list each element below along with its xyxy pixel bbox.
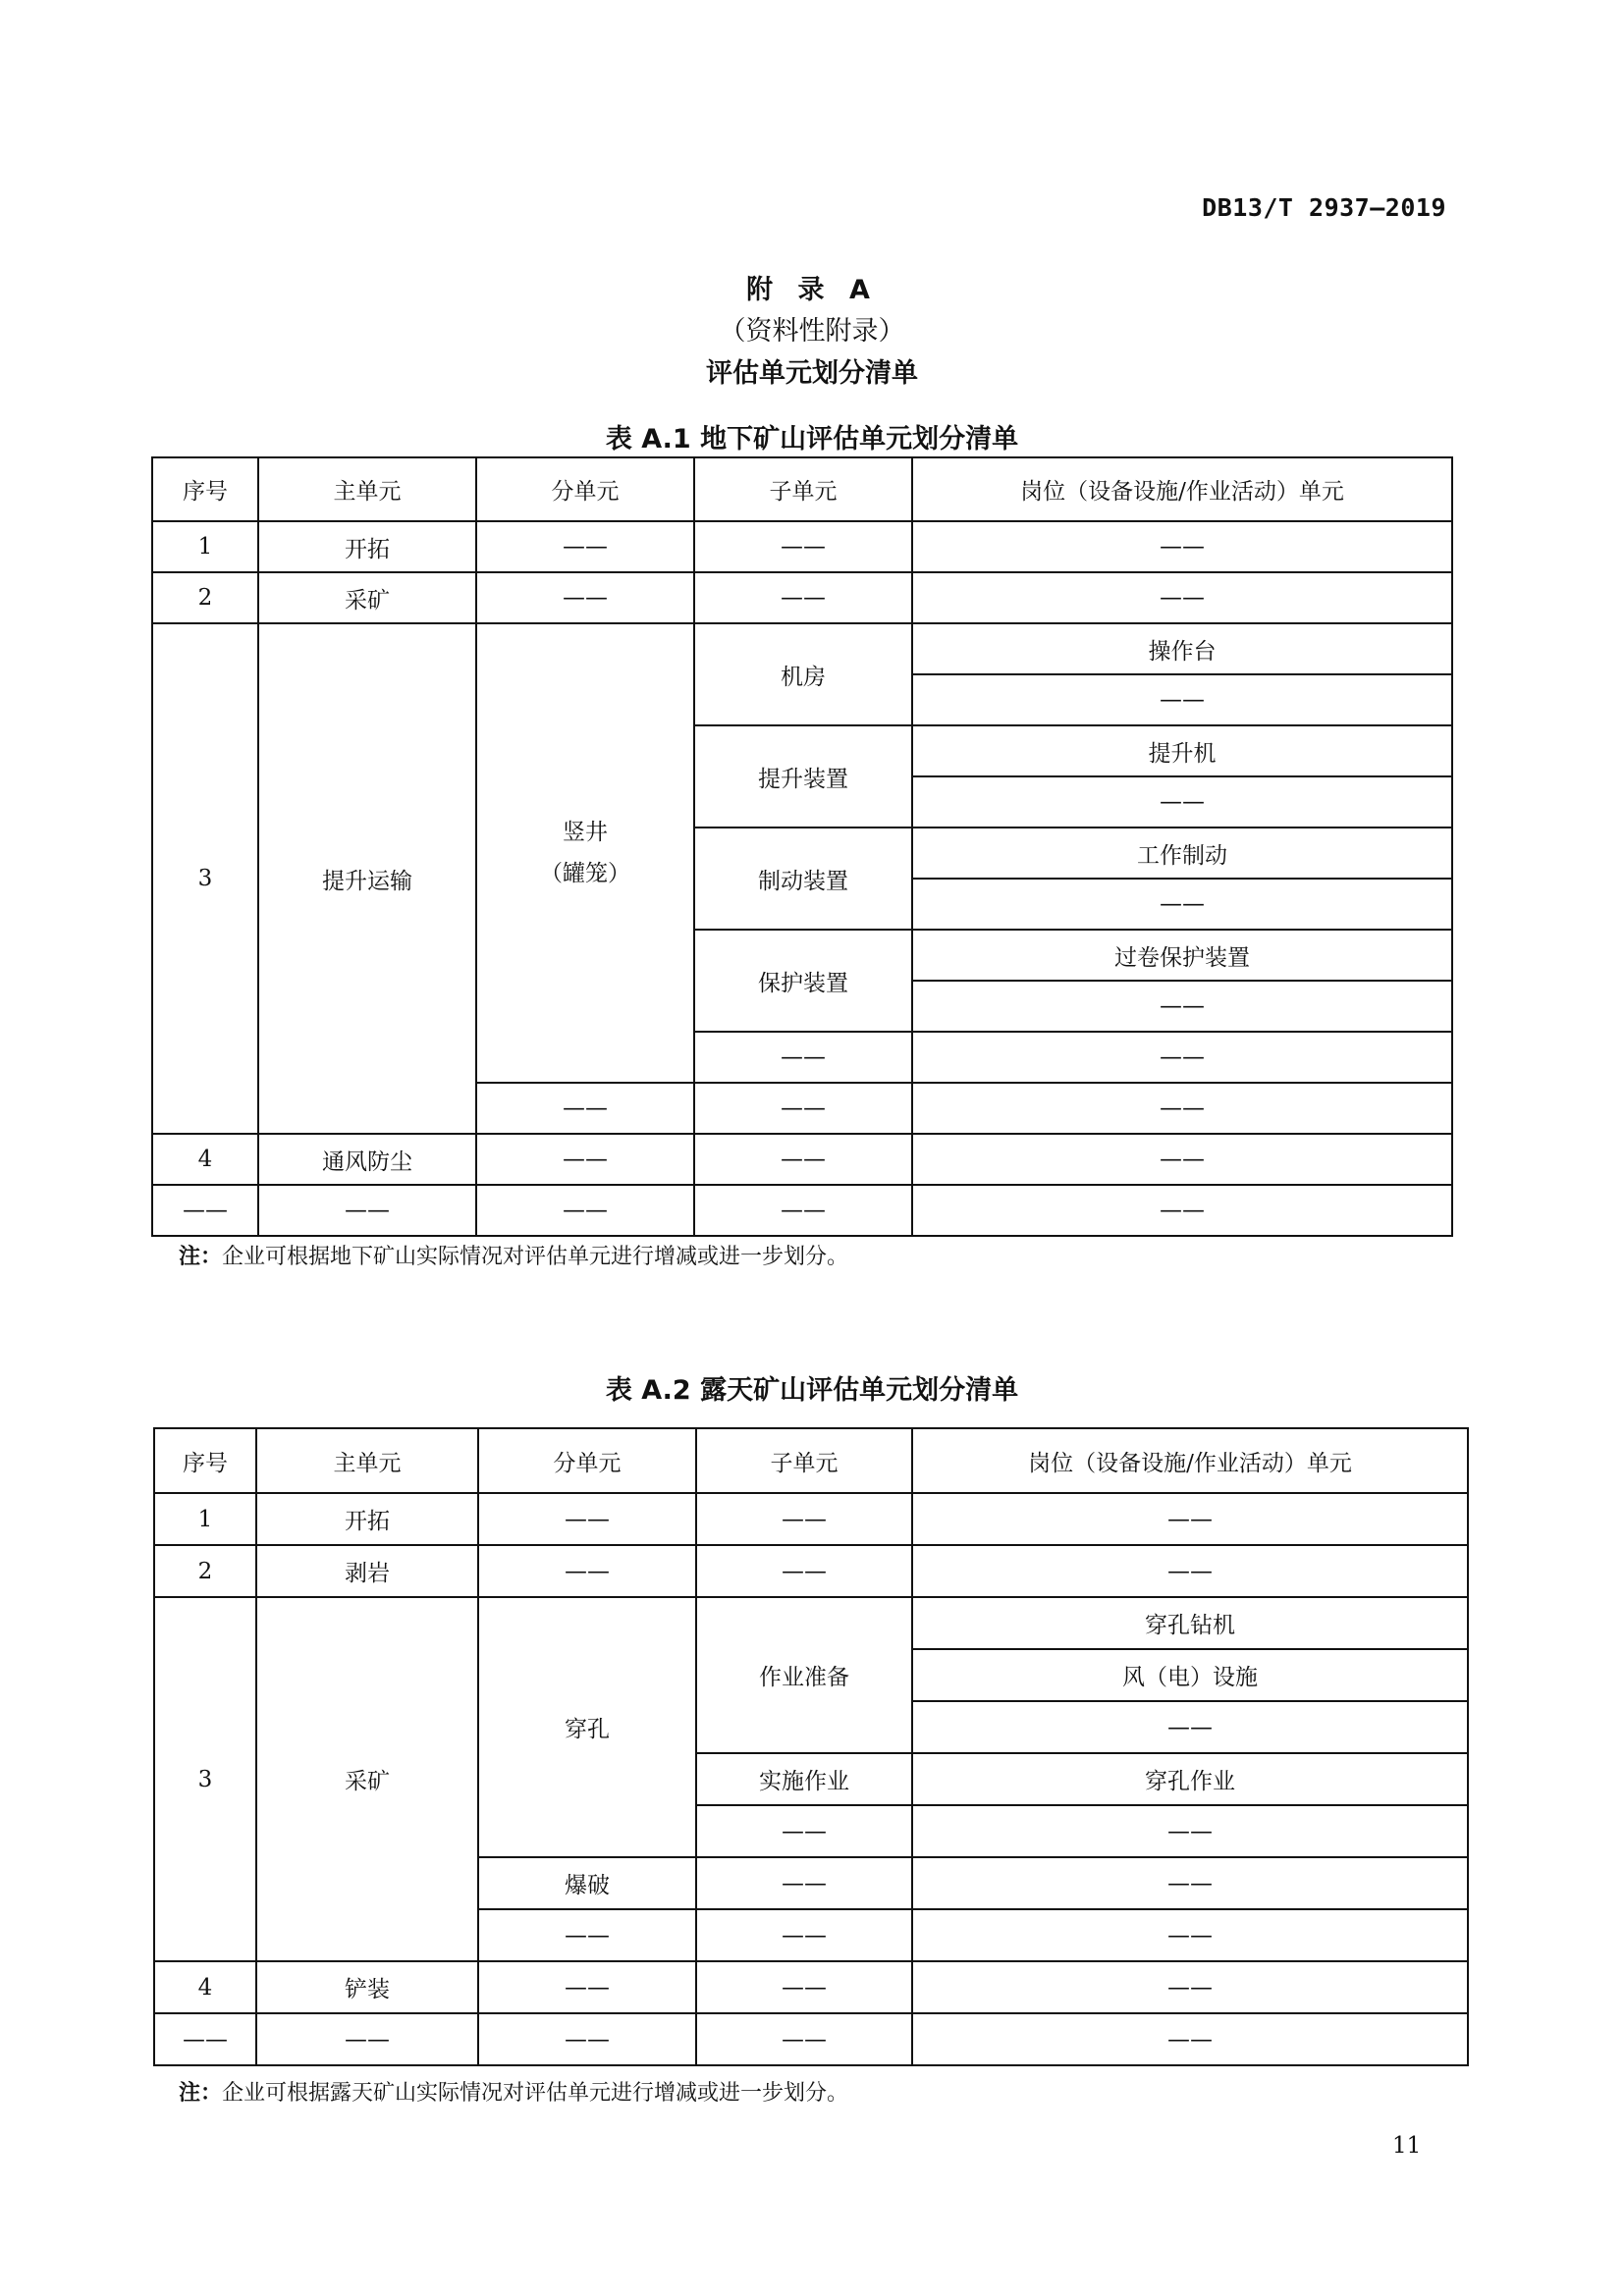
post-unit-cell: —— xyxy=(912,1909,1468,1961)
table-row xyxy=(152,1134,1452,1185)
seq-cell: 3 xyxy=(154,1597,256,1961)
post-unit-cell: —— xyxy=(912,776,1452,828)
seq-cell: 3 xyxy=(152,623,258,1134)
child-unit-cell: —— xyxy=(694,1185,912,1236)
child-unit-cell: —— xyxy=(694,1032,912,1083)
table1-note xyxy=(179,1240,848,1270)
main-unit-cell: 采矿 xyxy=(258,572,476,623)
child-unit-cell: —— xyxy=(696,1805,912,1857)
sub-unit-cell: —— xyxy=(478,1493,696,1545)
sub-unit-cell: —— xyxy=(478,2013,696,2065)
child-unit-cell: —— xyxy=(696,1545,912,1597)
child-unit-cell: 提升装置 xyxy=(694,725,912,828)
post-unit-cell: 穿孔钻机 xyxy=(912,1597,1468,1649)
table-row xyxy=(154,2013,1468,2065)
sub-unit-cell: —— xyxy=(476,1083,694,1134)
sub-unit-cell: —— xyxy=(476,1185,694,1236)
child-unit-cell: —— xyxy=(696,1493,912,1545)
child-unit-cell: 保护装置 xyxy=(694,930,912,1032)
post-unit-cell: 过卷保护装置 xyxy=(912,930,1452,981)
post-unit-cell: 风（电）设施 xyxy=(912,1649,1468,1701)
table-row xyxy=(152,572,1452,623)
table-row xyxy=(152,521,1452,572)
post-unit-cell: —— xyxy=(912,1083,1452,1134)
seq-cell: —— xyxy=(154,2013,256,2065)
sub-unit-cell: 竖井 （罐笼） xyxy=(476,623,694,1083)
post-unit-cell: 穿孔作业 xyxy=(912,1753,1468,1805)
post-unit-cell: —— xyxy=(912,1134,1452,1185)
seq-cell: 1 xyxy=(154,1493,256,1545)
child-unit-cell: —— xyxy=(694,1134,912,1185)
post-unit-cell: —— xyxy=(912,1857,1468,1909)
header-cell: 分单元 xyxy=(476,457,694,521)
post-unit-cell: —— xyxy=(912,1701,1468,1753)
post-unit-cell: —— xyxy=(912,521,1452,572)
post-unit-cell: 工作制动 xyxy=(912,828,1452,879)
note-label: 注： xyxy=(179,2081,223,2106)
child-unit-cell: —— xyxy=(696,1961,912,2013)
post-unit-cell: —— xyxy=(912,1185,1452,1236)
table-row xyxy=(154,1493,1468,1545)
appendix-title: 附 录 A xyxy=(746,275,878,305)
table2-note xyxy=(179,2076,848,2107)
table-row xyxy=(152,623,1452,674)
seq-cell: 4 xyxy=(154,1961,256,2013)
sub-unit-cell: 爆破 xyxy=(478,1857,696,1909)
sub-unit-cell: 穿孔 xyxy=(478,1597,696,1857)
seq-cell: 2 xyxy=(152,572,258,623)
main-unit-cell: 开拓 xyxy=(256,1493,478,1545)
header-cell: 序号 xyxy=(154,1428,256,1493)
table-row xyxy=(154,1545,1468,1597)
post-unit-cell: —— xyxy=(912,1961,1468,2013)
appendix-subject: 评估单元划分清单 xyxy=(706,358,918,389)
child-unit-cell: —— xyxy=(694,572,912,623)
table-row xyxy=(152,1185,1452,1236)
post-unit-cell: —— xyxy=(912,981,1452,1032)
standard-code: DB13/T 2937—2019 xyxy=(1202,193,1446,222)
header-cell: 岗位（设备设施/作业活动）单元 xyxy=(912,1428,1468,1493)
sub-unit-cell: —— xyxy=(476,521,694,572)
post-unit-cell: 操作台 xyxy=(912,623,1452,674)
post-unit-cell: —— xyxy=(912,879,1452,930)
post-unit-cell: —— xyxy=(912,1545,1468,1597)
child-unit-cell: 作业准备 xyxy=(696,1597,912,1753)
header-cell: 主单元 xyxy=(256,1428,478,1493)
sub-unit-cell: —— xyxy=(478,1909,696,1961)
post-unit-cell: —— xyxy=(912,1032,1452,1083)
post-unit-cell: —— xyxy=(912,1805,1468,1857)
main-unit-cell: —— xyxy=(258,1185,476,1236)
note-label: 注： xyxy=(179,1245,223,1269)
main-unit-cell: 剥岩 xyxy=(256,1545,478,1597)
header-cell: 子单元 xyxy=(696,1428,912,1493)
table1-caption: 表 A.1 地下矿山评估单元划分清单 xyxy=(605,424,1019,454)
main-unit-cell: 铲装 xyxy=(256,1961,478,2013)
sub-unit-cell: —— xyxy=(478,1961,696,2013)
post-unit-cell: —— xyxy=(912,674,1452,725)
seq-cell: 1 xyxy=(152,521,258,572)
sub-unit-cell: —— xyxy=(476,572,694,623)
table1-header-row xyxy=(152,457,1452,521)
note-text: 企业可根据地下矿山实际情况对评估单元进行增减或进一步划分。 xyxy=(222,1245,849,1269)
post-unit-cell: 提升机 xyxy=(912,725,1452,776)
child-unit-cell: 机房 xyxy=(694,623,912,725)
note-text: 企业可根据露天矿山实际情况对评估单元进行增减或进一步划分。 xyxy=(222,2081,849,2106)
child-unit-cell: —— xyxy=(694,521,912,572)
child-unit-cell: —— xyxy=(696,1909,912,1961)
page-number: 11 xyxy=(1392,2133,1422,2159)
main-unit-cell: 提升运输 xyxy=(258,623,476,1134)
main-unit-cell: 开拓 xyxy=(258,521,476,572)
seq-cell: 4 xyxy=(152,1134,258,1185)
table1 xyxy=(151,456,1453,1237)
header-cell: 子单元 xyxy=(694,457,912,521)
table2 xyxy=(153,1427,1469,2066)
child-unit-cell: 实施作业 xyxy=(696,1753,912,1805)
header-cell: 岗位（设备设施/作业活动）单元 xyxy=(912,457,1452,521)
sub-unit-cell: —— xyxy=(476,1134,694,1185)
post-unit-cell: —— xyxy=(912,1493,1468,1545)
post-unit-cell: —— xyxy=(912,2013,1468,2065)
seq-cell: 2 xyxy=(154,1545,256,1597)
seq-cell: —— xyxy=(152,1185,258,1236)
main-unit-cell: 采矿 xyxy=(256,1597,478,1961)
main-unit-cell: —— xyxy=(256,2013,478,2065)
child-unit-cell: —— xyxy=(694,1083,912,1134)
post-unit-cell: —— xyxy=(912,572,1452,623)
table-row xyxy=(154,1961,1468,2013)
header-cell: 主单元 xyxy=(258,457,476,521)
table2-caption: 表 A.2 露天矿山评估单元划分清单 xyxy=(605,1375,1019,1406)
table2-header-row xyxy=(154,1428,1468,1493)
child-unit-cell: —— xyxy=(696,1857,912,1909)
appendix-nature: （资料性附录） xyxy=(719,316,905,347)
header-cell: 序号 xyxy=(152,457,258,521)
table-row xyxy=(154,1597,1468,1649)
sub-unit-cell: —— xyxy=(478,1545,696,1597)
child-unit-cell: 制动装置 xyxy=(694,828,912,930)
child-unit-cell: —— xyxy=(696,2013,912,2065)
main-unit-cell: 通风防尘 xyxy=(258,1134,476,1185)
header-cell: 分单元 xyxy=(478,1428,696,1493)
